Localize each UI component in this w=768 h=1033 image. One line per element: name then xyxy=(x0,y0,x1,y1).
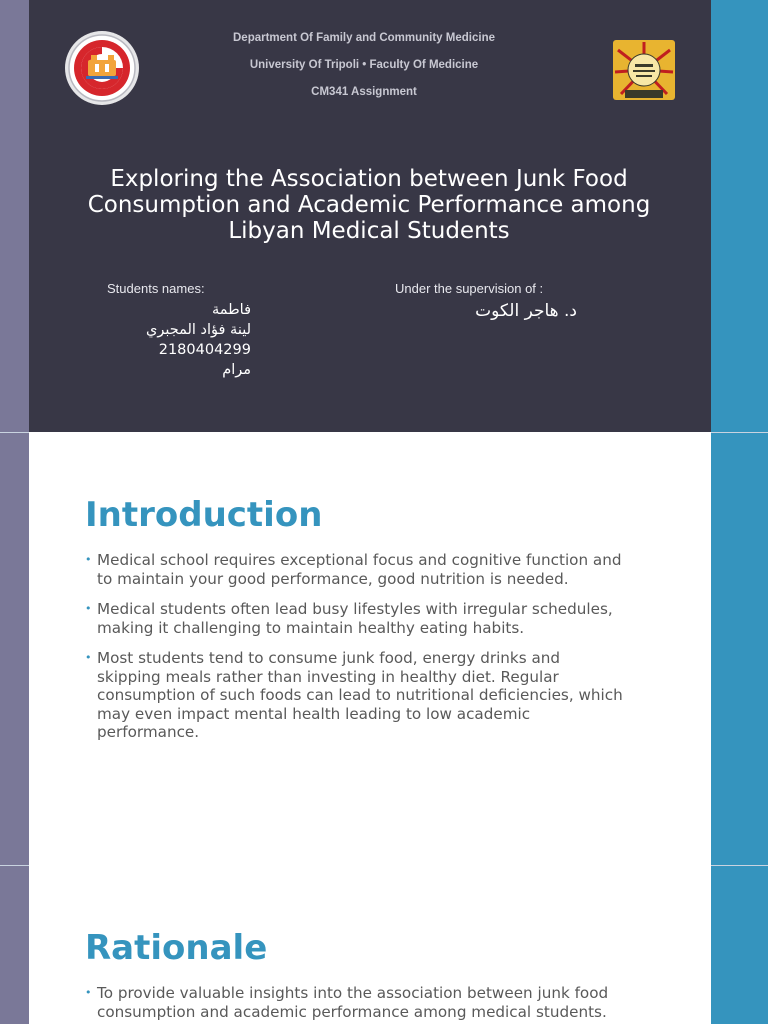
slide-divider-left xyxy=(0,432,29,433)
bullet-item xyxy=(85,649,625,742)
rationale-bullets xyxy=(85,984,625,1033)
bullet-item xyxy=(85,984,625,1021)
student-name: لينة فؤاد المجبري xyxy=(146,322,251,338)
student-id: 2180404299 xyxy=(158,342,251,358)
students-label: Students names: xyxy=(107,281,205,296)
introduction-bullets xyxy=(85,551,625,754)
introduction-heading: Introduction xyxy=(85,495,323,535)
bullet-item xyxy=(85,600,625,637)
bullet-icon: • xyxy=(85,986,92,999)
slide-divider-right xyxy=(711,865,768,866)
university-line: University Of Tripoli • Faculty Of Medicine xyxy=(249,59,479,71)
slide-divider-right xyxy=(711,432,768,433)
assignment-line: CM341 Assignment xyxy=(311,86,417,98)
presentation-title: Exploring the Association between Junk Food Consumption and Academic Performance among Libyan Medical Students xyxy=(87,166,651,244)
bullet-icon: • xyxy=(85,602,92,615)
bullet-text: Medical school requires exceptional focus and cognitive function and to maintain your good performance, good nutrition is needed. xyxy=(97,551,622,588)
bullet-text: Most students tend to consume junk food, energy drinks and skipping meals rather than investing in healthy diet. Regular consumption of such foods can lead to nutritional deficiencies, which may even impact mental health leading to low academic performance. xyxy=(97,649,623,741)
bullet-text: To provide valuable insights into the association between junk food consumption and academic performance among medical students. xyxy=(97,984,609,1021)
bullet-icon: • xyxy=(85,651,92,664)
students-names xyxy=(89,300,251,380)
department-line: Department Of Family and Community Medicine xyxy=(233,32,495,44)
bullet-item xyxy=(85,551,625,588)
slide-divider-left xyxy=(0,865,29,866)
university-seal-icon xyxy=(613,40,675,100)
bullet-icon: • xyxy=(85,553,92,566)
right-rail xyxy=(711,0,768,1024)
supervisor-name: د. هاجر الكوت xyxy=(475,301,577,321)
student-name: مرام xyxy=(222,362,251,378)
student-name: فاطمة xyxy=(211,302,251,318)
rationale-slide xyxy=(29,866,711,1024)
left-rail xyxy=(0,0,29,1024)
bullet-text: Medical students often lead busy lifestyles with irregular schedules, making it challenging to maintain healthy eating habits. xyxy=(97,600,613,637)
title-slide xyxy=(29,0,711,432)
supervision-label: Under the supervision of : xyxy=(395,281,544,296)
introduction-slide xyxy=(29,433,711,865)
rationale-heading: Rationale xyxy=(85,928,268,968)
